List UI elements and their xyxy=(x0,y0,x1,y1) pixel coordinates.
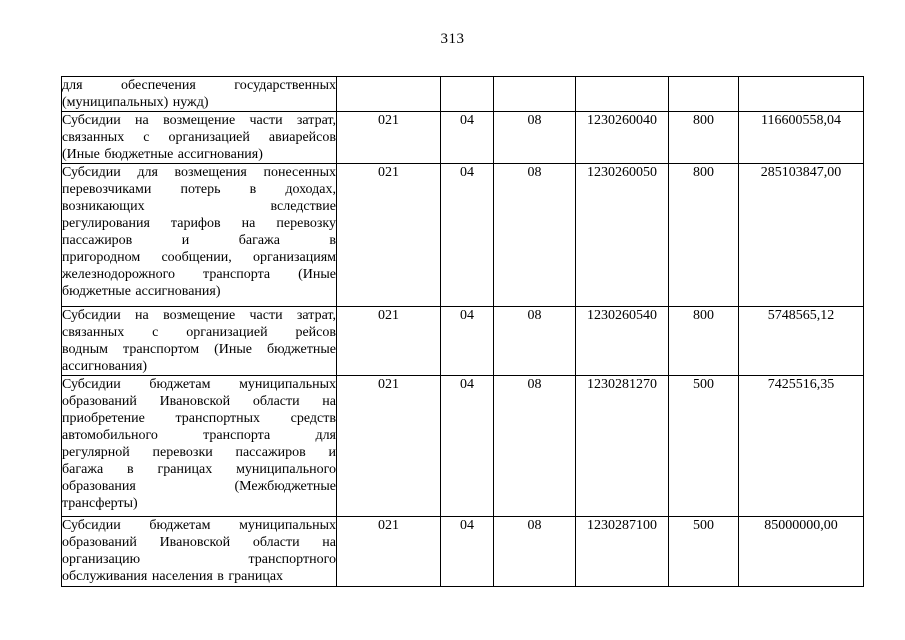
section-cell: 04 xyxy=(441,164,494,307)
section-cell xyxy=(441,77,494,112)
target-article-cell: 1230260040 xyxy=(576,112,669,164)
grbs-code-cell: 021 xyxy=(337,307,441,376)
description-line: Субсидии для возмещения понесенных xyxy=(62,165,336,180)
subsection-cell: 08 xyxy=(494,517,576,587)
description-line: пассажиров и багажа в xyxy=(62,233,336,248)
description-line: (муниципальных) нужд) xyxy=(62,95,209,110)
description-line: приобретение транспортных средств xyxy=(62,411,336,426)
page-number: 313 xyxy=(440,31,465,47)
description-line: для обеспечения государственных xyxy=(62,78,336,93)
subsection-cell xyxy=(494,77,576,112)
amount-cell: 285103847,00 xyxy=(739,164,864,307)
amount-cell: 5748565,12 xyxy=(739,307,864,376)
description-cell xyxy=(62,376,337,517)
description-line: регулярной перевозки пассажиров и xyxy=(62,445,336,460)
table-row xyxy=(62,376,864,517)
description-cell xyxy=(62,77,337,112)
target-article-cell xyxy=(576,77,669,112)
subsection-cell: 08 xyxy=(494,376,576,517)
amount-cell: 7425516,35 xyxy=(739,376,864,517)
description-line: возникающих вследствие xyxy=(62,199,336,214)
amount-cell: 85000000,00 xyxy=(739,517,864,587)
description-line: Субсидии на возмещение части затрат, xyxy=(62,308,336,323)
description-line: пригородном сообщении, организациям xyxy=(62,250,336,265)
section-cell: 04 xyxy=(441,112,494,164)
description-line: организацию транспортного xyxy=(62,552,336,567)
target-article-cell: 1230260540 xyxy=(576,307,669,376)
description-cell xyxy=(62,517,337,587)
description-line: связанных с организацией рейсов xyxy=(62,325,336,340)
grbs-code-cell: 021 xyxy=(337,376,441,517)
subsection-cell: 08 xyxy=(494,307,576,376)
section-cell: 04 xyxy=(441,307,494,376)
description-line: (Иные бюджетные ассигнования) xyxy=(62,147,263,162)
expense-type-cell: 800 xyxy=(669,164,739,307)
grbs-code-cell xyxy=(337,77,441,112)
description-line: связанных с организацией авиарейсов xyxy=(62,130,336,145)
expense-type-cell: 800 xyxy=(669,112,739,164)
section-cell: 04 xyxy=(441,517,494,587)
budget-table xyxy=(61,76,864,587)
expense-type-cell: 800 xyxy=(669,307,739,376)
table-row xyxy=(62,77,864,112)
section-cell: 04 xyxy=(441,376,494,517)
subsection-cell: 08 xyxy=(494,164,576,307)
description-line: образования (Межбюджетные xyxy=(62,479,336,494)
description-line: Субсидии на возмещение части затрат, xyxy=(62,113,336,128)
description-line: багажа в границах муниципального xyxy=(62,462,336,477)
description-line: автомобильного транспорта для xyxy=(62,428,336,443)
description-line: регулирования тарифов на перевозку xyxy=(62,216,336,231)
amount-cell: 116600558,04 xyxy=(739,112,864,164)
subsection-cell: 08 xyxy=(494,112,576,164)
description-line: трансферты) xyxy=(62,496,138,511)
table-row xyxy=(62,164,864,307)
target-article-cell: 1230260050 xyxy=(576,164,669,307)
target-article-cell: 1230281270 xyxy=(576,376,669,517)
description-cell xyxy=(62,164,337,307)
target-article-cell: 1230287100 xyxy=(576,517,669,587)
description-line: Субсидии бюджетам муниципальных xyxy=(62,377,336,392)
description-line: бюджетные ассигнования) xyxy=(62,284,221,299)
amount-cell xyxy=(739,77,864,112)
expense-type-cell: 500 xyxy=(669,517,739,587)
table-row xyxy=(62,112,864,164)
table-row xyxy=(62,517,864,587)
grbs-code-cell: 021 xyxy=(337,112,441,164)
description-cell xyxy=(62,307,337,376)
table-row xyxy=(62,307,864,376)
description-line: водным транспортом (Иные бюджетные xyxy=(62,342,336,357)
description-line: Субсидии бюджетам муниципальных xyxy=(62,518,336,533)
description-line: обслуживания населения в границах xyxy=(62,569,284,584)
description-line: перевозчиками потерь в доходах, xyxy=(62,182,336,197)
description-line: образований Ивановской области на xyxy=(62,535,336,550)
description-line: ассигнования) xyxy=(62,359,148,374)
grbs-code-cell: 021 xyxy=(337,517,441,587)
description-line: образований Ивановской области на xyxy=(62,394,336,409)
description-cell xyxy=(62,112,337,164)
grbs-code-cell: 021 xyxy=(337,164,441,307)
description-line: железнодорожного транспорта (Иные xyxy=(62,267,336,282)
expense-type-cell: 500 xyxy=(669,376,739,517)
expense-type-cell xyxy=(669,77,739,112)
